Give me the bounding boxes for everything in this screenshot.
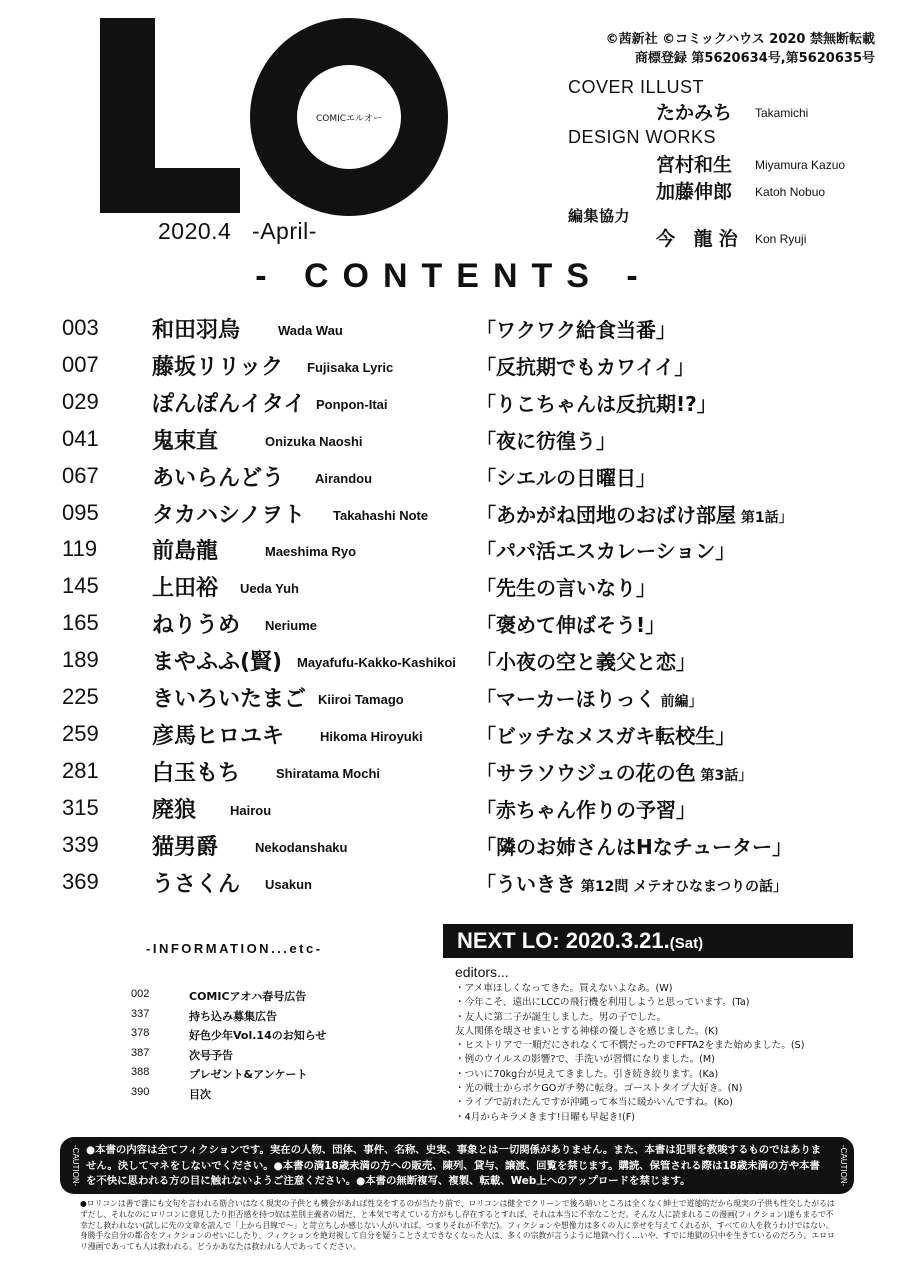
designer-1-name: 宮村和生 — [656, 154, 733, 176]
editor-comment: ・4月からキラメきます!日曜も早起き!(F) — [455, 1111, 636, 1123]
toc-author: 鬼束直 — [152, 428, 219, 454]
toc-author-romaji: Fujisaka Lyric — [307, 359, 394, 375]
toc-row — [0, 645, 907, 675]
information-page: 387 — [131, 1046, 150, 1059]
toc-story-title-main: 「シエルの日曜日」 — [476, 465, 656, 490]
toc-story-title-main: 「パパ活エスカレーション」 — [476, 539, 736, 564]
copyright-block — [535, 30, 875, 68]
toc-author-romaji: Neriume — [265, 618, 318, 634]
information-item — [131, 1027, 411, 1047]
toc-page-number: 339 — [62, 831, 99, 857]
information-page: 378 — [131, 1027, 150, 1039]
next-issue-text — [457, 928, 703, 954]
toc-story-title-main: 「小夜の空と義父と恋」 — [476, 650, 696, 675]
toc-row — [0, 571, 907, 601]
toc-author-romaji: Kiiroi Tamago — [318, 692, 404, 707]
toc-author: 上田裕 — [152, 576, 219, 602]
editorial-cooperation-name: 今 龍治 — [656, 228, 744, 250]
toc-story-title — [476, 462, 656, 491]
toc-story-title — [476, 794, 696, 823]
toc-story-title — [476, 535, 735, 564]
toc-story-title-main: 「ビッチなメスガキ転校生」 — [476, 723, 736, 748]
editor-comment: ・光の戦士からポケGOガチ勢に転身。ゴーストタイプ大好き。(N) — [455, 1083, 743, 1095]
toc-story-title-sub: 第12問 メテオひなまつりの話」 — [576, 878, 787, 895]
toc-row — [0, 461, 907, 491]
toc-author-romaji: Hairou — [230, 802, 272, 818]
toc-author-romaji: Shiratama Mochi — [276, 765, 381, 781]
editor-comment: 友人関係を壊させまいとする神様の優しさを感じました。(K) — [455, 1025, 719, 1037]
editor-comment: ・友人に第二子が誕生しました。男の子でした。 — [455, 1011, 667, 1023]
toc-author: ぽんぽんイタイ — [152, 391, 306, 417]
toc-story-title — [476, 868, 787, 897]
information-text: 好色少年Vol.14のお知らせ — [189, 1029, 327, 1042]
toc-page-number: 119 — [62, 536, 98, 562]
caution-label-right: -CAUTION- — [839, 1144, 848, 1187]
toc-author: 前島龍 — [152, 539, 219, 565]
toc-story-title-main: 「マーカーほりっく — [476, 687, 656, 711]
toc-author: 猫男爵 — [152, 834, 219, 860]
toc-page-number: 281 — [62, 757, 99, 783]
toc-row — [0, 756, 907, 786]
lo-logo — [100, 18, 430, 218]
toc-page-number: 041 — [62, 425, 99, 451]
toc-page-number: 145 — [62, 573, 99, 599]
information-text: 持ち込み募集広告 — [189, 1009, 277, 1023]
toc-story-title-main: 「赤ちゃん作りの予習」 — [476, 797, 696, 822]
toc-story-title — [476, 683, 702, 712]
information-list — [131, 988, 411, 1105]
toc-row — [0, 830, 907, 860]
toc-author: ねりうめ — [152, 613, 241, 639]
toc-story-title-main: 「あかがね団地のおばけ部屋 — [476, 502, 736, 527]
toc-story-title-main: 「ワクワク給食当番」 — [476, 318, 676, 342]
next-issue-banner — [443, 924, 853, 958]
toc-author-romaji: Wada Wau — [278, 323, 343, 338]
toc-story-title — [476, 388, 717, 417]
designer-2-name: 加藤伸郎 — [656, 181, 733, 203]
footer-statement: ●ロリコンは善で誰にも文句を言われる筋合いはなく現実の子供とも機会があれば性交をするのが当たり前で、ロリコンは健全でクリーンで後ろ暗いところは全くなく紳士で道徳的だから現実の子供も性交したがるはずだし、それなのにロリコンに意見したり拒否感を持つ奴は差別主義者の屑だ、と本気で考えている方がもし存在するとすれば、それは本当に不幸なことだ。そんな人に読まれるこの漫画(フィクション)達もまるで不幸だし救われない(試しに先の文章を読んで「上から目線で〜」と苛立ちしか感じない人がいれば、つまりそれが不幸だ)。フィクションや想像力は多くの人に幸せを与えてくれるが、すべての人を救うわけではない。身勝手な自分の都合をフィクションのせいにしたり、フィクションを絶対視して自分を疑うことさえできなくなった人は、多くの宗教が言うように地獄へ行く…いや、すでに地獄の只中を生きているのだろう。エロロリ漫画であっても人は救われる。どうかあなたは救われる人であってください。 — [80, 1199, 835, 1252]
information-text: プレゼント&アンケート — [189, 1068, 308, 1081]
toc-story-title — [476, 314, 676, 343]
logo-subtitle: COMICエルオー — [315, 114, 383, 124]
toc-author: 廃狼 — [152, 797, 197, 823]
toc-page-number: 067 — [62, 462, 99, 488]
toc-story-title — [476, 351, 694, 380]
toc-story-title — [476, 609, 665, 638]
trademark-line: 商標登録 第5620634号,第5620635号 — [634, 51, 875, 66]
information-item — [131, 1066, 411, 1086]
toc-author: タカハシノヲト — [152, 502, 306, 528]
toc-author: まやふふ(賢) — [152, 650, 283, 676]
designer-1-romaji: Miyamura Kazuo — [755, 158, 846, 172]
toc-author-romaji: Maeshima Ryo — [265, 544, 357, 560]
toc-author-romaji: Usakun — [265, 876, 312, 892]
toc-author-romaji: Onizuka Naoshi — [265, 433, 363, 449]
cover-illust-romaji: Takamichi — [755, 106, 809, 120]
toc-row — [0, 682, 907, 712]
toc-row — [0, 350, 907, 380]
toc-author: あいらんどう — [152, 465, 285, 491]
toc-story-title-main: 「りこちゃんは反抗期!?」 — [476, 391, 717, 416]
toc-row — [0, 498, 907, 528]
toc-row — [0, 719, 907, 749]
toc-author-romaji: Takahashi Note — [333, 507, 429, 523]
toc-story-title — [476, 757, 752, 786]
editors-comments — [455, 982, 875, 1125]
toc-story-title — [476, 425, 616, 454]
information-text: 目次 — [189, 1087, 211, 1101]
toc-story-title — [476, 646, 696, 675]
information-text: 次号予告 — [189, 1048, 233, 1062]
toc-author: 藤坂リリック — [152, 354, 284, 380]
design-works-label: DESIGN WORKS — [568, 127, 717, 147]
contents-heading: - CONTENTS - — [255, 257, 652, 295]
editor-comment: ・ライブで訪れたんですが沖縄って本当に暖かいんですね。(Ko) — [455, 1097, 733, 1109]
toc-author-romaji: Mayafufu-Kakko-Kashikoi — [297, 655, 456, 671]
toc-story-title-main: 「夜に彷徨う」 — [476, 428, 616, 453]
toc-page-number: 007 — [62, 351, 99, 377]
information-item — [131, 1086, 411, 1106]
toc-story-title-main: 「先生の言いなり」 — [476, 576, 656, 601]
information-item — [131, 1047, 411, 1067]
toc-row — [0, 608, 907, 638]
toc-author-romaji: Nekodanshaku — [255, 839, 348, 855]
toc-page-number: 029 — [62, 388, 99, 414]
editors-heading: editors... — [455, 964, 509, 980]
information-page: 390 — [131, 1085, 150, 1098]
information-text: COMICアオハ春号広告 — [189, 990, 307, 1003]
designer-2-romaji: Katoh Nobuo — [755, 185, 826, 199]
toc-author-romaji: Ueda Yuh — [240, 581, 300, 597]
toc-author: きいろいたまご — [152, 687, 307, 712]
toc-author-romaji: Airandou — [315, 470, 373, 486]
editor-comment: ・アメ車ほしくなってきた。買えないよなあ。(W) — [455, 983, 673, 994]
editor-comment: ・ヒストリアで一順だにされなくて不憫だったのでFFTA2をまた始めました。(S) — [455, 1040, 805, 1052]
issue-date-month: -April- — [252, 218, 317, 244]
toc-story-title-main: 「サラソウジュの花の色 — [476, 760, 696, 785]
editor-comment: ・今年こそ、遠出にLCCの飛行機を利用しようと思っています。(Ta) — [455, 997, 750, 1009]
toc-page-number: 003 — [62, 315, 99, 340]
next-issue-date: NEXT LO: 2020.3.21. — [457, 928, 670, 953]
information-page: 337 — [131, 1007, 150, 1020]
information-item — [131, 988, 411, 1008]
caution-label-left: -CAUTION- — [71, 1144, 80, 1187]
toc-story-title-main: 「褒めて伸ばそう!」 — [476, 613, 666, 638]
toc-story-title — [476, 499, 793, 528]
toc-row — [0, 313, 907, 343]
editor-comment: ・例のウイルスの影響?で、手洗いが習慣になりました。(M) — [455, 1054, 715, 1066]
toc-author: 白玉もち — [152, 760, 241, 786]
toc-story-title-main: 「隣のお姉さんはHなチューター」 — [476, 834, 793, 859]
information-heading: -INFORMATION...etc- — [146, 941, 323, 956]
toc-author: 彦馬ヒロユキ — [152, 723, 285, 749]
editorial-cooperation-romaji: Kon Ryuji — [755, 232, 807, 246]
toc-row — [0, 867, 907, 897]
copyright-line: ©茜新社 ©コミックハウス 2020 禁無断転載 — [605, 32, 875, 47]
toc-story-title — [476, 831, 792, 860]
toc-story-title-main: 「ういきき — [476, 871, 576, 896]
toc-author-romaji: Hikoma Hiroyuki — [320, 728, 423, 744]
caution-text: ●本書の内容は全てフィクションです。実在の人物、団体、事件、名称、史実、事象とは一切関係がありません。また、本書は犯罪を教唆するものではありません。決してマネをしないでください。●本書の満18歳未満の方への販売、陳列、貸与、譲渡、回覧を禁じます。購読、保管される際は18歳未満の方や本書を不快に思われる方の目に触れないようご注意ください。●本書の無断複写、複製、転載、Web上へのアップロードを禁じます。 — [86, 1144, 822, 1187]
toc-page-number: 259 — [62, 720, 99, 746]
toc-story-title — [476, 572, 656, 601]
toc-author: 和田羽烏 — [152, 318, 241, 343]
toc-page-number: 095 — [62, 499, 99, 525]
editorial-cooperation-label: 編集協力 — [568, 207, 631, 225]
toc-row — [0, 424, 907, 454]
toc-page-number: 315 — [62, 794, 99, 820]
toc-page-number: 369 — [62, 868, 99, 894]
toc-page-number: 189 — [62, 647, 99, 673]
information-item — [131, 1008, 411, 1028]
information-page: 002 — [131, 988, 150, 1000]
toc-story-title-sub: 第1話」 — [736, 509, 793, 526]
toc-row — [0, 387, 907, 417]
issue-date — [158, 218, 317, 245]
toc-page-number: 225 — [62, 684, 99, 709]
cover-illust-label: COVER ILLUST — [568, 77, 705, 97]
toc-story-title-sub: 前編」 — [655, 694, 703, 710]
toc-row — [0, 793, 907, 823]
toc-author-romaji: Ponpon-Itai — [316, 396, 388, 412]
caution-box — [60, 1137, 854, 1194]
logo-letter-l-foot — [100, 168, 240, 213]
editor-comment: ・ついに70kg台が見えてきました。引き続き絞ります。(Ka) — [455, 1068, 719, 1080]
cover-illust-name: たかみち — [656, 102, 733, 124]
toc-author: うさくん — [152, 871, 241, 897]
toc-page-number: 165 — [62, 610, 99, 636]
toc-story-title-sub: 第3話」 — [695, 767, 753, 784]
toc-story-title — [476, 720, 735, 749]
information-page: 388 — [131, 1066, 150, 1078]
issue-date-number: 2020.4 — [158, 218, 232, 244]
toc-story-title-main: 「反抗期でもカワイイ」 — [476, 354, 695, 379]
next-issue-day: (Sat) — [669, 935, 704, 952]
toc-row — [0, 534, 907, 564]
